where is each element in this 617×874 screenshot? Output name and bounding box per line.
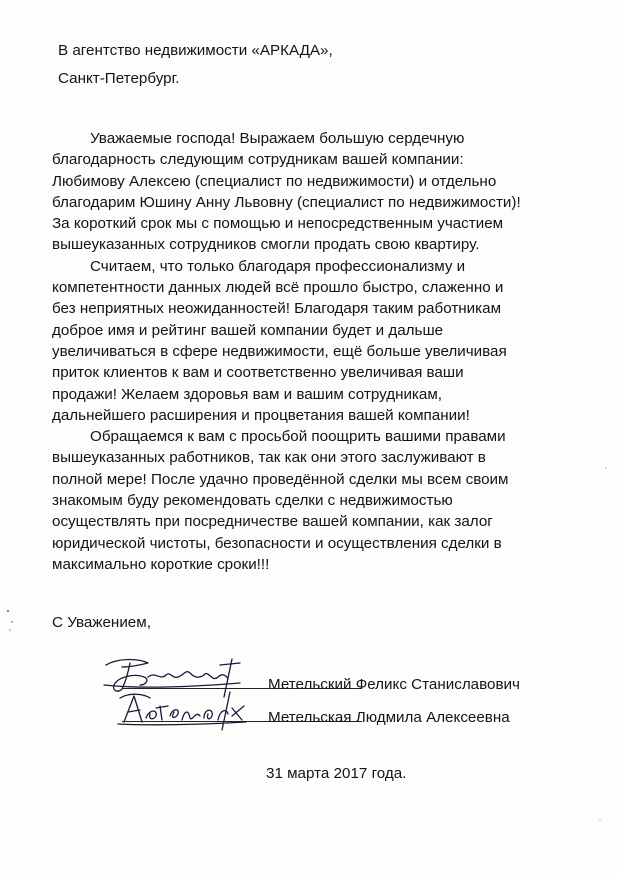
letter-date: 31 марта 2017 года.: [266, 765, 407, 782]
body-line: максимально короткие сроки!!!: [52, 555, 270, 573]
body-line: без неприятных неожиданностей! Благодаря таким работникам: [52, 300, 502, 318]
closing-salutation: С Уважением,: [52, 614, 151, 631]
body-line: продажи! Желаем здоровья вам и вашим сотрудникам,: [52, 385, 443, 403]
body-line: За короткий срок мы с помощью и непосредственным участием: [52, 215, 504, 233]
addressee-agency: В агентство недвижимости «АРКАДА»,: [58, 42, 333, 59]
body-line: доброе имя и рейтинг вашей компании будет и дальше: [52, 321, 444, 339]
body-line: Обращаемся к вам с просьбой поощрить вашими правами: [90, 428, 506, 446]
body-line: дальнейшего расширения и процветания вашей компании!: [52, 406, 470, 424]
body-line: вышеуказанных сотрудников смогли продать свою квартиру.: [52, 236, 480, 254]
signatory-name-2: Метельская Людмила Алексеевна: [268, 709, 510, 726]
letter-body: [52, 128, 582, 575]
body-line: юридической чистоты, безопасности и осуществления сделки в: [52, 534, 502, 552]
body-line: увеличиваться в сфере недвижимости, ещё больше увеличивая: [52, 342, 507, 360]
addressee-block: [58, 42, 333, 98]
body-line: вышеуказанных работников, так как они этого заслуживают в: [52, 449, 486, 467]
body-line: благодарим Юшину Анну Львовну (специалист по недвижимости)!: [52, 193, 521, 211]
body-line: знакомым буду рекомендовать сделки с недвижимостью: [52, 492, 453, 510]
body-line: Уважаемые господа! Выражаем большую сердечную: [90, 130, 465, 147]
body-line: Считаем, что только благодаря профессионализму и: [90, 257, 466, 275]
body-line: компетентности данных людей всё прошло быстро, слаженно и: [52, 279, 504, 297]
body-line: осуществлять при посредничестве вашей компании, как залог: [52, 513, 493, 531]
body-line: благодарность следующим сотрудникам вашей компании:: [52, 151, 464, 169]
body-line: полной мере! После удачно проведённой сделки мы всем своим: [52, 470, 509, 488]
signature-row-2: [100, 688, 570, 728]
body-line: приток клиентов к вам и соответственно увеличивая ваши: [52, 364, 464, 382]
addressee-city: Санкт-Петербург.: [58, 70, 180, 87]
body-line: Любимову Алексею (специалист по недвижимости) и отдельно: [52, 172, 497, 190]
handwritten-signature-2: [100, 688, 270, 732]
signatory-name-1: Метельский Феликс Станиславович: [268, 676, 520, 693]
